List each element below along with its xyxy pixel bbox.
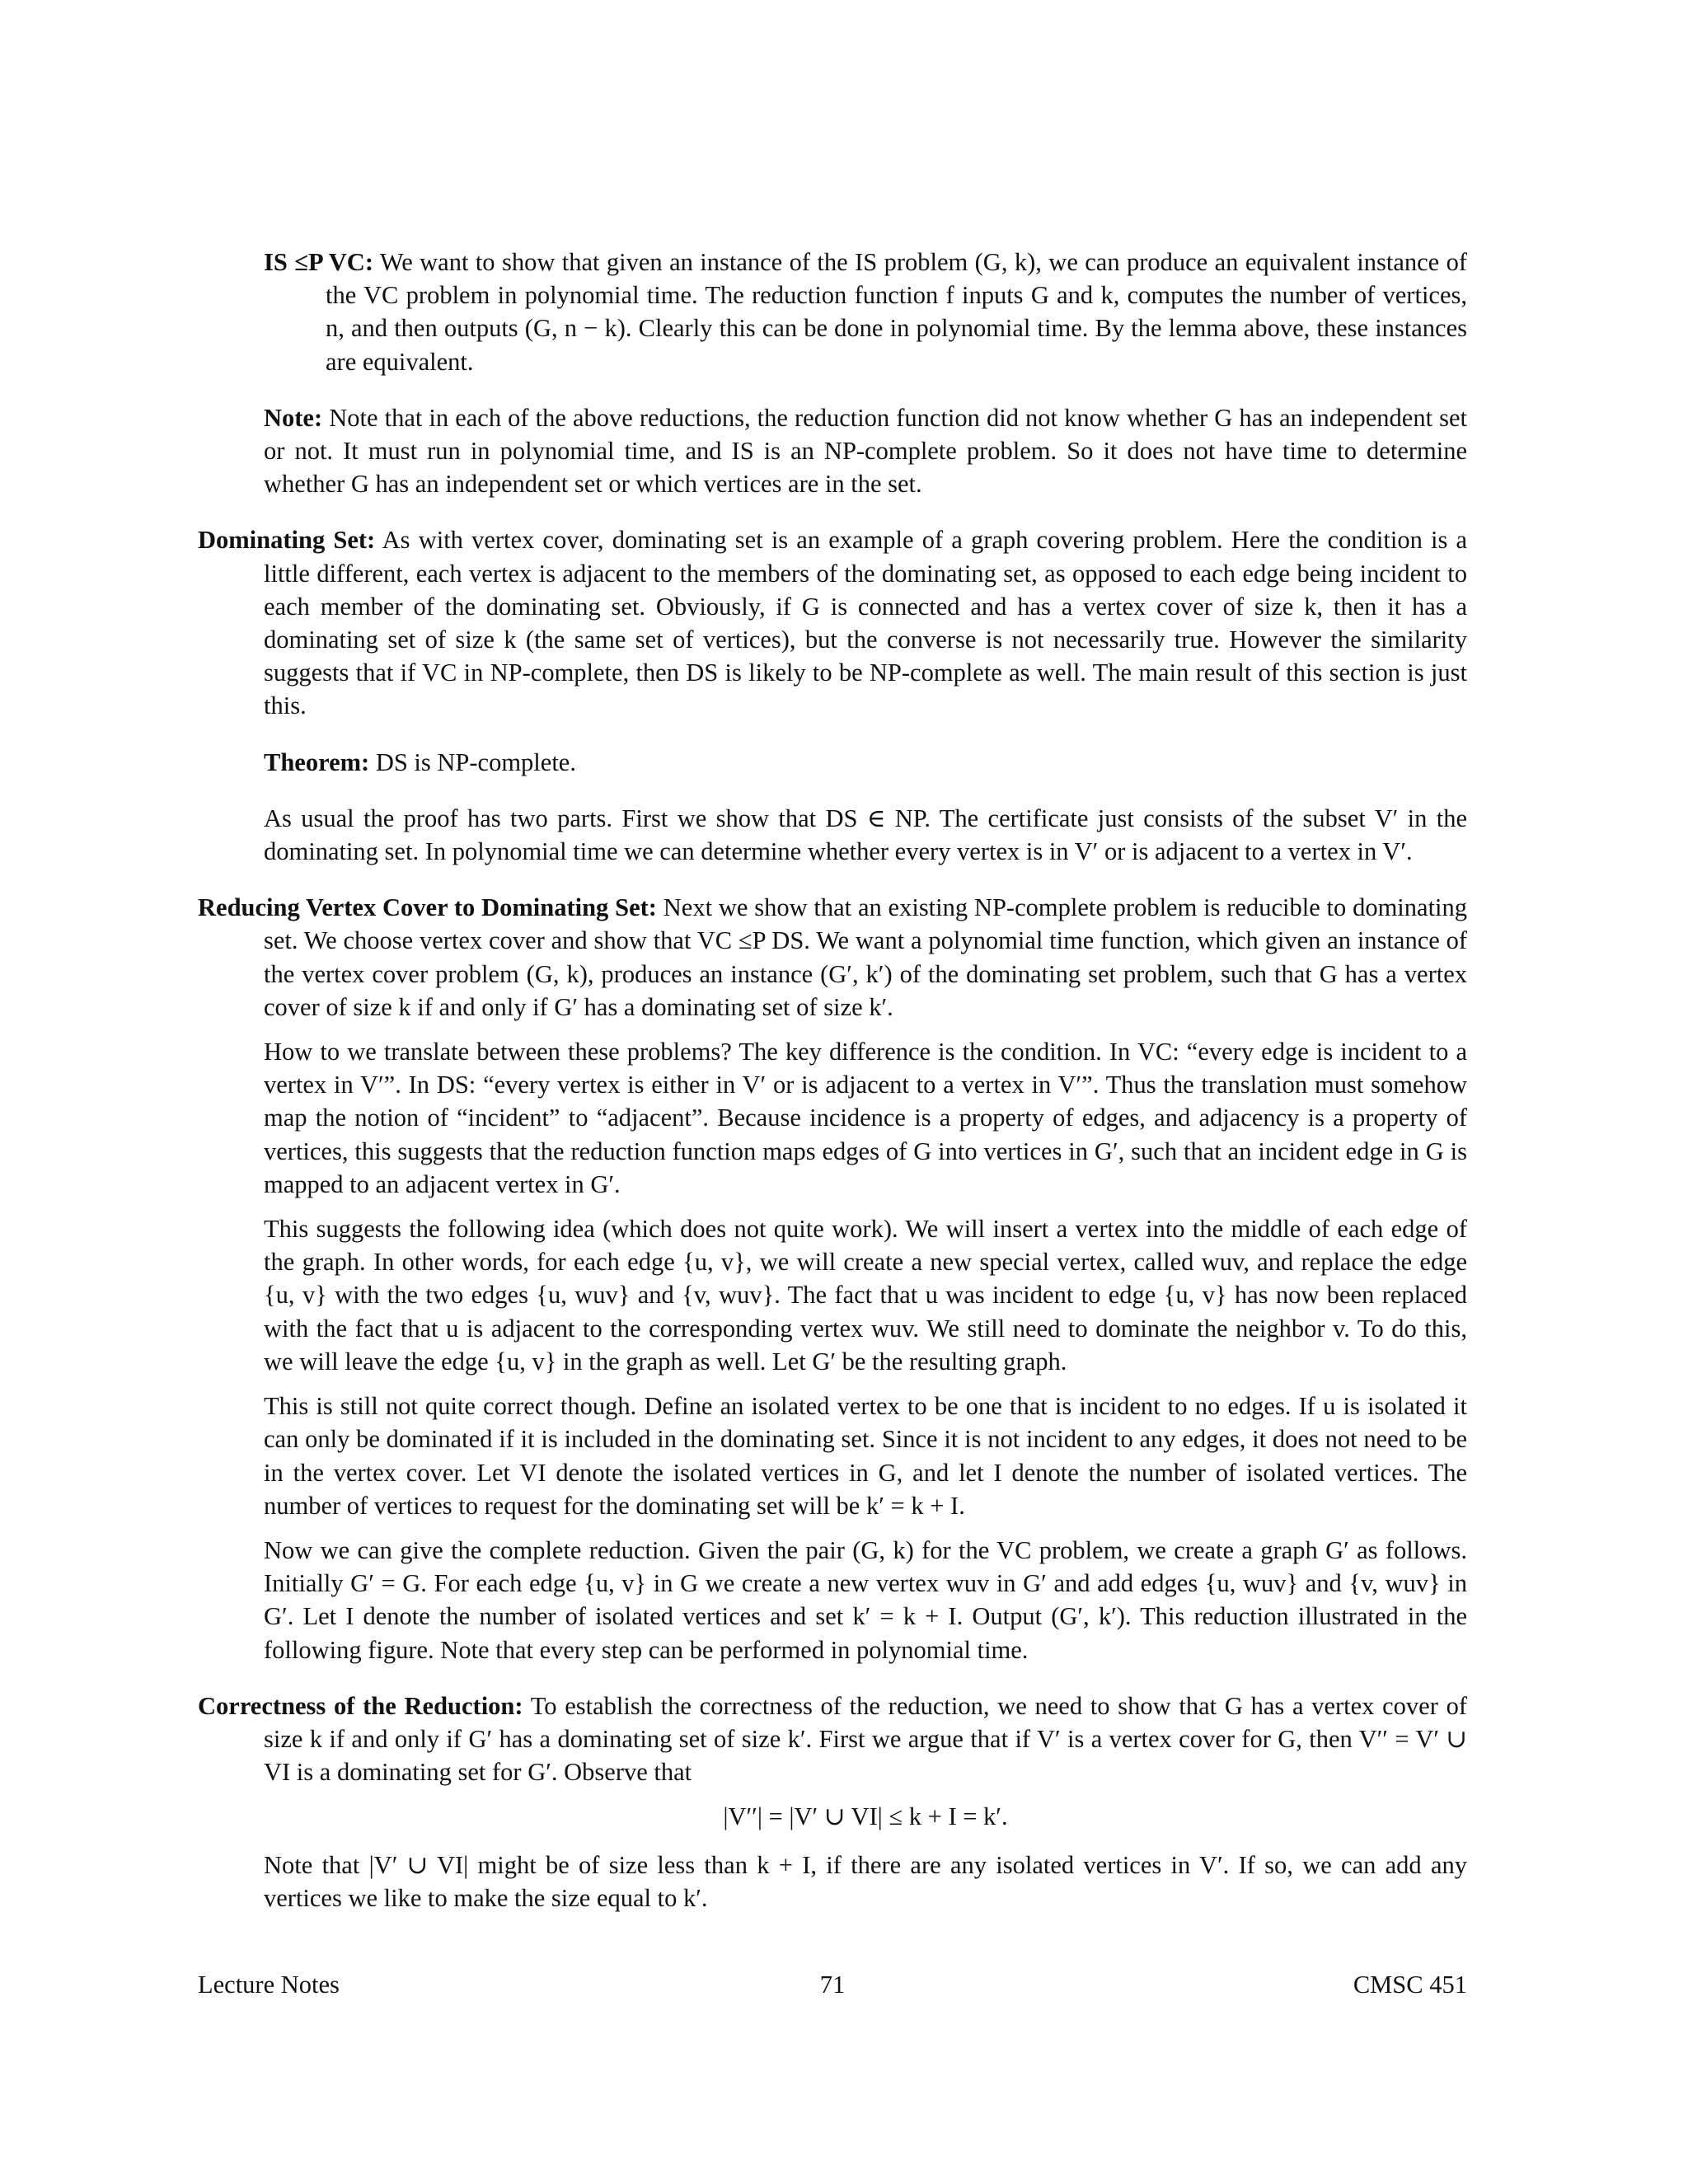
- reducing-paragraph: [198, 891, 1467, 1024]
- reducing-heading: Reducing Vertex Cover to Dominating Set:: [198, 893, 657, 922]
- dominating-set-heading: Dominating Set:: [198, 526, 376, 555]
- footer-right: CMSC 451: [1353, 1971, 1467, 1999]
- correctness-paragraph: [198, 1690, 1467, 1789]
- correctness-text: To establish the correctness of the reduction, we need to show that G has a vertex cover of size k if and only if G′ has a dominating set of size k′. First we argue that if V′ is a vertex cover for G, then V′′ = V′ ∪ VI is a dominating set for G′. Observe that: [264, 1691, 1468, 1787]
- dominating-set-text: As with vertex cover, dominating set is an example of a graph covering problem. Here the condition is a little different, each vertex is adjacent to the members of the dominating set, as opposed to each edge being incident to each member of the dominating set. Obviously, if G is connected and has a vertex cover of size k, then it has a dominating set of size k (the same set of vertices), but the converse is not necessarily true. However the similarity suggests that if VC in NP-complete, then DS is likely to be NP-complete as well. The main result of this section is just this.: [264, 526, 1467, 720]
- theorem-text: DS is NP-complete.: [375, 748, 576, 776]
- page-body: [198, 246, 1467, 1915]
- reducing-paragraph-2: How to we translate between these problems? The key difference is the condition. In VC: “every edge is incident to a vertex in V′”. In DS: “every vertex is either in V′ or is adjacent to a vertex in V′”. Thus the translation must somehow map the notion of “incident” to “adjacent”. Because incidence is a property of edges, and adjacency is a property of vertices, this suggests that the reduction function maps edges of G into vertices in G′, such that an incident edge in G is mapped to an adjacent vertex in G′.: [264, 1038, 1467, 1198]
- reducing-paragraph-3: This suggests the following idea (which does not quite work). We will insert a vertex into the middle of each edge of the graph. In other words, for each edge {u, v}, we will create a new special vertex, called wuv, and replace the edge {u, v} with the two edges {u, wuv} and {v, wuv}. The fact that u was incident to edge {u, v} has now been replaced with the fact that u is adjacent to the corresponding vertex wuv. We still need to dominate the neighbor v. To do this, we will leave the edge {u, v} in the graph as well. Let G′ be the resulting graph.: [264, 1215, 1467, 1376]
- reducing-paragraph-5: Now we can give the complete reduction. Given the pair (G, k) for the VC problem, we create a graph G′ as follows. Initially G′ = G. For each edge {u, v} in G we create a new vertex wuv in G′ and add edges {u, wuv} and {v, wuv} in G′. Let I denote the number of isolated vertices and set k′ = k + I. Output (G′, k′). This reduction illustrated in the following figure. Note that every step can be performed in polynomial time.: [264, 1535, 1467, 1664]
- note-text: Note that in each of the above reductions, the reduction function did not know whether G has an independent set or not. It must run in polynomial time, and IS is an NP-complete problem. So it does not have time to determine whether G has an independent set or which vertices are in the set.: [264, 403, 1468, 499]
- is-vc-text: We want to show that given an instance of the IS problem (G, k), we can produce an equivalent instance of the VC problem in polynomial time. The reduction function f inputs G and k, computes the number of vertices, n, and then outputs (G, n − k). Clearly this can be done in polynomial time. By the lemma above, these instances are equivalent.: [326, 248, 1467, 376]
- dominating-set-paragraph: [198, 523, 1467, 722]
- theorem-paragraph: [264, 746, 1467, 779]
- is-vc-paragraph: [264, 246, 1467, 378]
- page-number: 71: [819, 1971, 846, 1999]
- reducing-paragraph-4: This is still not quite correct though. Define an isolated vertex to be one that is incident to no edges. If u is isolated it can only be dominated if it is included in the dominating set. Since it is not incident to any edges, it does not need to be in the vertex cover. Let VI denote the isolated vertices in G, and let I denote the number of isolated vertices. The number of vertices to request for the dominating set will be k′ = k + I.: [264, 1392, 1467, 1520]
- theorem-heading: Theorem:: [264, 748, 370, 776]
- cardinality-equation: |V′′| = |V′ ∪ VI| ≤ k + I = k′.: [723, 1802, 1008, 1831]
- note-heading: Note:: [264, 403, 323, 432]
- reducing-text: Next we show that an existing NP-complete problem is reducible to dominating set. We choose vertex cover and show that VC ≤P DS. We want a polynomial time function, which given an instance of the vertex cover problem (G, k), produces an instance (G′, k′) of the dominating set problem, such that G has a vertex cover of size k if and only if G′ has a dominating set of size k′.: [264, 893, 1468, 1021]
- proof-intro-paragraph: As usual the proof has two parts. First we show that DS ∈ NP. The certificate just consists of the subset V′ in the dominating set. In polynomial time we can determine whether every vertex is in V′ or is adjacent to a vertex in V′.: [264, 804, 1467, 866]
- correctness-heading: Correctness of the Reduction:: [198, 1691, 523, 1720]
- is-vc-heading: IS ≤P VC:: [264, 248, 373, 276]
- correctness-paragraph-2: Note that |V′ ∪ VI| might be of size less than k + I, if there are any isolated vertices in V′. If so, we can add any vertices we like to make the size equal to k′.: [264, 1850, 1467, 1912]
- footer-left: Lecture Notes: [198, 1971, 340, 1999]
- note-paragraph: [264, 401, 1467, 501]
